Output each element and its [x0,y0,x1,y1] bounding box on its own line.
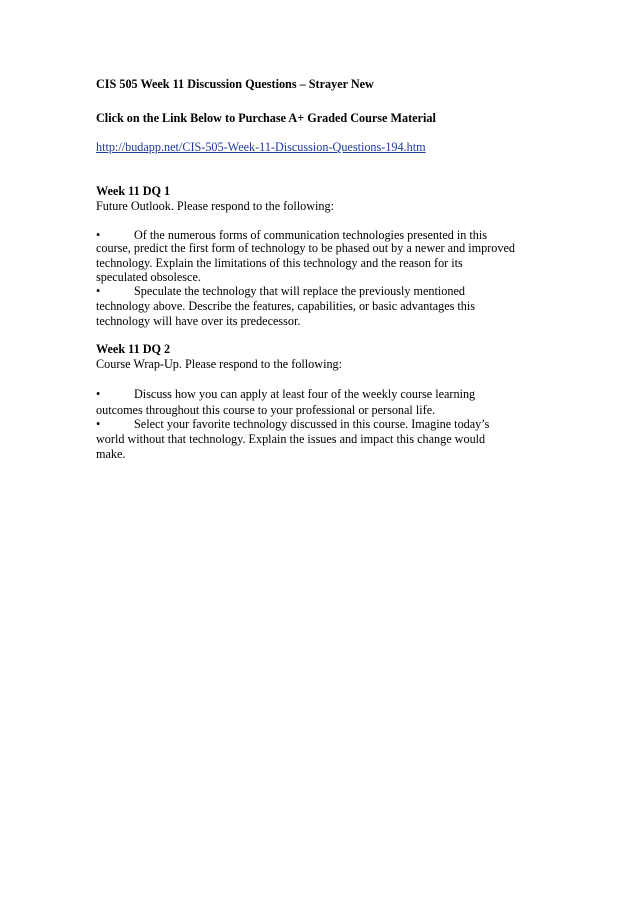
bullet-icon: • [96,387,101,401]
dq1-bullet2-line3: technology will have over its predecessor. [96,314,301,328]
dq2-bullet2-line3: make. [96,447,126,461]
dq1-bullet1-text: Of the numerous forms of communication technologies presented in this [134,228,488,242]
dq2-bullet1-line2: outcomes throughout this course to your professional or personal life. [96,403,436,417]
purchase-instruction: Click on the Link Below to Purchase A+ Graded Course Material [96,111,436,125]
dq1-intro: Future Outlook. Please respond to the following: [96,199,334,213]
dq2-bullet2-text: Select your favorite technology discussed in this course. Imagine today’s [134,417,490,431]
bullet-icon: • [96,284,101,298]
dq1-bullet1-line2: course, predict the first form of technology to be phased out by a newer and improved [96,241,515,255]
bullet-icon: • [96,228,101,242]
dq1-bullet2-line2: technology above. Describe the features, capabilities, or basic advantages this [96,299,476,313]
dq2-bullet2-line1 [96,416,489,432]
dq2-bullet1-text: Discuss how you can apply at least four of the weekly course learning [134,387,476,401]
purchase-link[interactable]: http://budapp.net/CIS-505-Week-11-Discussion-Questions-194.htm [96,140,426,154]
bullet-icon: • [96,417,101,431]
dq1-bullet1-line3: technology. Explain the limitations of this technology and the reason for its [96,256,463,270]
dq2-heading: Week 11 DQ 2 [96,342,171,356]
dq1-bullet1-line4: speculated obsolesce. [96,270,201,284]
dq2-intro: Course Wrap-Up. Please respond to the following: [96,357,343,371]
document-title: CIS 505 Week 11 Discussion Questions – Strayer New [96,77,374,91]
dq1-bullet2-line1 [96,283,465,299]
dq2-bullet1-line1 [96,386,475,402]
dq1-bullet2-text: Speculate the technology that will replace the previously mentioned [134,284,465,298]
dq2-bullet2-line2: world without that technology. Explain the issues and impact this change would [96,432,486,446]
dq1-heading: Week 11 DQ 1 [96,184,171,198]
